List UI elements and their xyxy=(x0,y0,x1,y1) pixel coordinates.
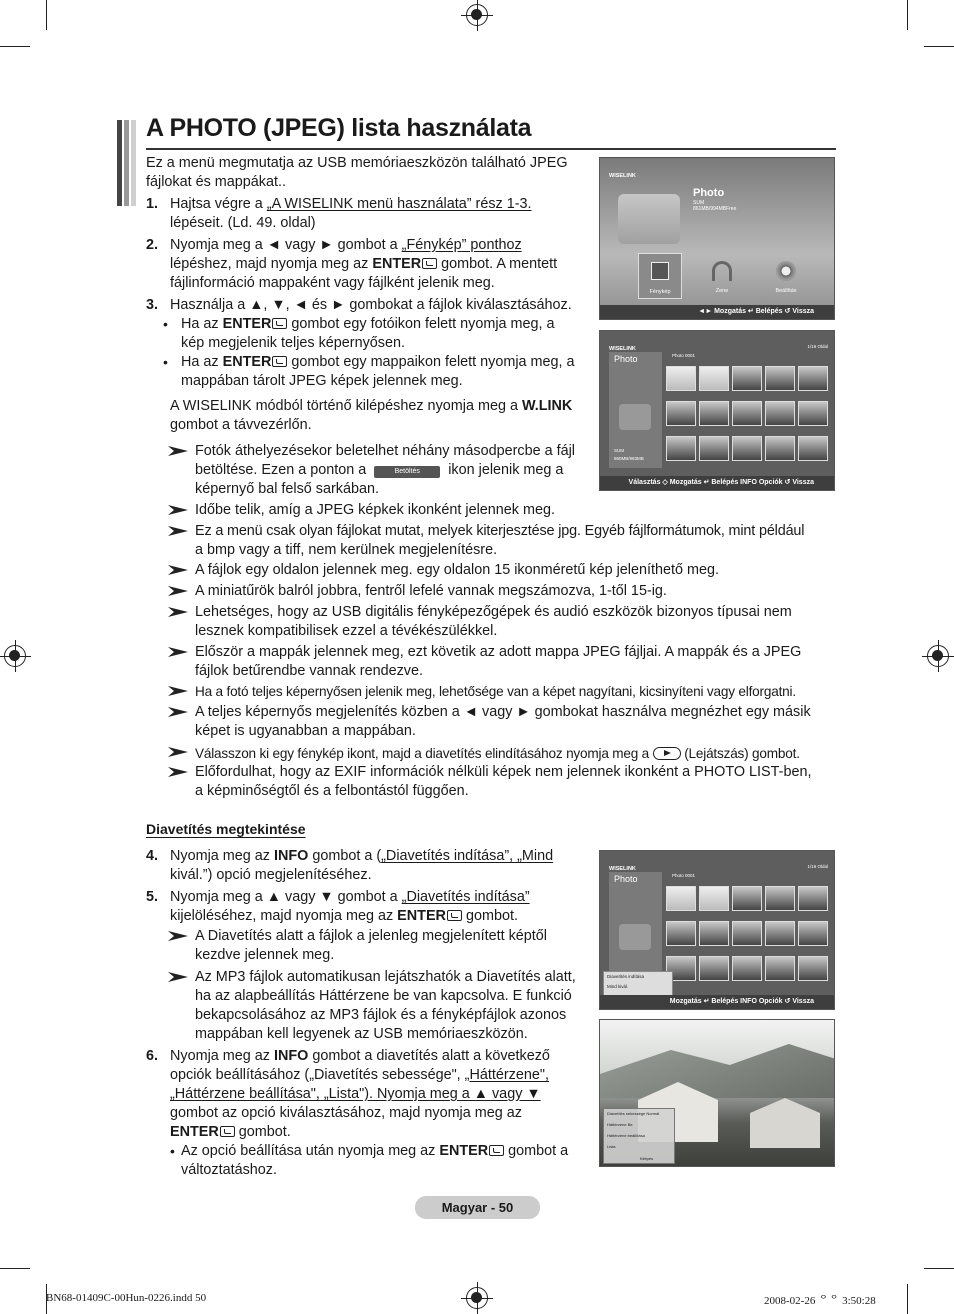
note-7: Először a mappák jelennek meg, ezt követik az adott mappa JPEG fájljai. A mappák és a JPEG xyxy=(195,644,802,660)
thumbnail[interactable] xyxy=(666,921,696,946)
crop-mark xyxy=(907,0,908,30)
info-menu xyxy=(603,1108,675,1164)
step-6-line4: gombot az opció kiválasztásához, majd nyomja meg az xyxy=(170,1105,522,1121)
thumbnail[interactable] xyxy=(699,921,729,946)
note-5-2-line4: mappában kell legyenek az USB memóriaeszközön. xyxy=(195,1026,528,1042)
note-10: Válasszon ki egy fénykép ikont, majd a diavetítés elindításához nyomja meg a (Lejátszás) gombot. xyxy=(195,746,800,761)
screenshot-wiselink-main xyxy=(599,157,835,320)
thumbnail[interactable] xyxy=(666,436,696,461)
note-arrow-icon xyxy=(168,647,188,657)
thumbnail[interactable] xyxy=(765,436,795,461)
step-4-line2: kivál.”) opció megjelenítéséhez. xyxy=(170,867,372,883)
thumbnail[interactable] xyxy=(732,436,762,461)
note-9: A teljes képernyős megjelenítés közben a ◄ vagy ► gombokat használva megnézhet egy másik xyxy=(195,704,811,720)
bullet-3-1-line2: kép megjelenik teljes képernyősen. xyxy=(181,335,405,351)
help-bar: Mozgatás ↵ Belépés INFO Opciók ↺ Vissza xyxy=(600,995,834,1009)
thumbnail[interactable] xyxy=(732,366,762,391)
thumbnail[interactable] xyxy=(765,956,795,981)
photo-icon xyxy=(651,262,669,280)
device-space: 861MB/994MBFree xyxy=(693,206,737,212)
enter-icon xyxy=(422,258,437,269)
note-2: Időbe telik, amíg a JPEG képkek ikonként jelennek meg. xyxy=(195,502,555,518)
crop-mark xyxy=(0,1268,30,1269)
note-arrow-icon xyxy=(168,505,188,515)
screenshot-photo-list xyxy=(599,330,835,491)
thumbnail[interactable] xyxy=(798,401,828,426)
crop-mark xyxy=(907,1284,908,1314)
current-folder: Photo 0001 xyxy=(672,873,696,878)
title-bar-light xyxy=(131,120,136,206)
registration-mark-icon xyxy=(466,1287,488,1309)
bullet-3-2: Ha az ENTER gombot egy mappaikon felett nyomja meg, a xyxy=(181,354,575,370)
step-6-line5: ENTER gombot. xyxy=(170,1124,291,1140)
thumbnail[interactable] xyxy=(699,436,729,461)
enter-icon xyxy=(447,910,462,921)
wiselink-logo: WISELINK xyxy=(609,346,636,352)
wiselink-logo: WISELINK xyxy=(609,173,636,179)
step-1-line2: lépéseit. (Ld. 49. oldal) xyxy=(170,215,316,231)
thumbnail[interactable] xyxy=(765,886,795,911)
photo-house-2 xyxy=(750,1098,820,1148)
section-heading: Diavetítés megtekintése xyxy=(146,821,306,837)
note-arrow-icon xyxy=(168,767,188,777)
thumbnail[interactable] xyxy=(765,366,795,391)
page-number-pill: Magyar - 50 xyxy=(415,1196,540,1219)
thumbnail[interactable] xyxy=(699,401,729,426)
intro-text: Ez a menü megmutatja az USB memóriaeszközön található JPEG fájlokat és mappákat.. xyxy=(146,155,568,191)
crop-mark xyxy=(924,1268,954,1269)
thumbnail[interactable] xyxy=(798,956,828,981)
bullet-dot: • xyxy=(163,354,168,370)
step-number: 3. xyxy=(146,297,159,313)
exit-text-line2: gombot a távvezérlőn. xyxy=(170,417,312,433)
step-5: Nyomja meg a ▲ vagy ▼ gombot a „Diavetítés indítása” xyxy=(170,889,530,905)
note-arrow-icon xyxy=(168,972,188,982)
thumbnail[interactable] xyxy=(732,921,762,946)
music-icon xyxy=(712,261,732,281)
thumbnail[interactable] xyxy=(699,366,729,391)
device-space: 860MB/993MB xyxy=(614,456,644,461)
thumbnail[interactable] xyxy=(798,366,828,391)
note-8: Ha a fotó teljes képernyősen jelenik meg, lehetősége van a képet nagyítani, kicsinyíteni vagy elforgatni. xyxy=(195,684,796,699)
tab-photo-label: Fénykép xyxy=(649,289,671,295)
note-1-line3: képernyő bal felső sarkában. xyxy=(195,481,379,497)
tab-photo[interactable] xyxy=(638,253,682,299)
help-bar: Választás ◇ Mozgatás ↵ Belépés INFO Opciók ↺ Vissza xyxy=(600,476,834,490)
step-3: Használja a ▲, ▼, ◄ és ► gombokat a fájlok kiválasztásához. xyxy=(170,297,572,313)
photo-placeholder-icon xyxy=(619,404,651,430)
note-9-line2: képet is ugyanabban a mappában. xyxy=(195,723,416,739)
step-number: 4. xyxy=(146,848,159,864)
title-bar-mid xyxy=(124,120,129,206)
crop-mark xyxy=(924,46,954,47)
registration-mark-icon xyxy=(4,645,26,667)
enter-icon xyxy=(220,1126,235,1137)
help-bar: ◄► Mozgatás ↵ Belépés ↺ Vissza xyxy=(600,305,834,319)
bullet-6: Az opció beállítása után nyomja meg az ENTER gombot a xyxy=(181,1143,569,1159)
camera-illustration xyxy=(618,194,680,244)
note-arrow-icon xyxy=(168,707,188,717)
step-4: Nyomja meg az INFO gombot a („Diavetítés indítása”, „Mind xyxy=(170,848,554,864)
thumbnail-grid xyxy=(666,886,831,986)
step-2-line3: fájlinformáció mappaként vagy fájlként jelenik meg. xyxy=(170,275,495,291)
note-4: A fájlok egy oldalon jelennek meg. egy oldalon 15 ikonméretű kép jeleníthető meg. xyxy=(195,562,720,578)
menu-list[interactable]: Lista xyxy=(607,1144,616,1149)
step-5-line2: kijelöléséhez, majd nyomja meg az ENTER gombot. xyxy=(170,908,518,924)
tab-settings-label[interactable]: Beállítás xyxy=(775,288,797,294)
thumbnail[interactable] xyxy=(732,401,762,426)
step-2: Nyomja meg a ◄ vagy ► gombot a „Fénykép” ponthoz xyxy=(170,237,522,253)
page-indicator: 1/16 Oldal xyxy=(807,864,828,869)
note-6-line2: lesznek kompatibilisek ezzel a tévékészülékkel. xyxy=(195,623,498,639)
thumbnail[interactable] xyxy=(732,956,762,981)
step-1: Hajtsa végre a „A WISELINK menü használata” rész 1-3. xyxy=(170,196,532,212)
step-number: 2. xyxy=(146,237,159,253)
note-7-line2: fájlok betűrendbe vannak rendezve. xyxy=(195,663,424,679)
note-3: Ez a menü csak olyan fájlokat mutat, melyek kiterjesztése jpg. Egyéb fájlformátumok, mint például xyxy=(195,523,805,539)
thumbnail[interactable] xyxy=(765,401,795,426)
footer-date: 2008-02-26 ᄋᄋ 3:50:28 xyxy=(764,1295,876,1307)
step-2-line2: lépéshez, majd nyomja meg az ENTER gombot. A mentett xyxy=(170,256,558,272)
thumbnail[interactable] xyxy=(798,436,828,461)
thumbnail[interactable] xyxy=(732,886,762,911)
bullet-3-1: Ha az ENTER gombot egy fotóikon felett nyomja meg, a xyxy=(181,316,555,332)
note-5-2-line3: bekapcsolásához az MP3 fájlok és a fényképfájlok azonos xyxy=(195,1007,567,1023)
thumbnail[interactable] xyxy=(666,401,696,426)
thumbnail[interactable] xyxy=(666,366,696,391)
device-name: SUM xyxy=(693,200,705,206)
menu-select-all[interactable]: Mind kivál. xyxy=(607,984,629,989)
note-arrow-icon xyxy=(168,931,188,941)
side-panel xyxy=(609,352,662,468)
note-arrow-icon xyxy=(168,526,188,536)
menu-music[interactable]: Háttérzene Be xyxy=(607,1122,633,1127)
photo-placeholder-icon xyxy=(619,924,651,950)
enter-icon xyxy=(489,1145,504,1156)
note-5-1: A Diavetítés alatt a fájlok a jelenleg megjelenített képtől xyxy=(195,928,547,944)
note-arrow-icon xyxy=(168,607,188,617)
note-11: Előfordulhat, hogy az EXIF információk nélküli képek nem jelennek ikonként a PHOTO LIST-ben, xyxy=(195,764,812,780)
wiselink-logo: WISELINK xyxy=(609,866,636,872)
thumbnail[interactable] xyxy=(666,886,696,911)
exit-text: A WISELINK módból történő kilépéshez nyomja meg a W.LINK xyxy=(170,398,573,414)
current-folder: Photo 0001 xyxy=(672,353,696,358)
note-1: Fotók áthelyezésekor beletelhet néhány másodpercbe a fájl xyxy=(195,443,575,459)
thumbnail[interactable] xyxy=(699,956,729,981)
note-1-line2: betöltése. Ezen a ponton a Betöltés ikon jelenik meg a xyxy=(195,462,564,478)
device-name: SUM xyxy=(614,448,624,453)
bullet-dot: • xyxy=(163,316,168,332)
menu-exit[interactable]: Kilépés xyxy=(640,1156,654,1161)
enter-icon xyxy=(272,318,287,329)
note-arrow-icon xyxy=(168,446,188,456)
note-arrow-icon xyxy=(168,686,188,696)
bullet-3-2-line2: mappában tárolt JPEG képek jelennek meg. xyxy=(181,373,463,389)
step-number: 1. xyxy=(146,196,159,212)
note-11-line2: a képminőségtől és a felbontástól függően. xyxy=(195,783,469,799)
note-5-2: Az MP3 fájlok automatikusan lejátszhatók a Diavetítés alatt, xyxy=(195,969,576,985)
step-6-line2: opciók beállításához („Diavetítés sebessége", „Háttérzene", xyxy=(170,1067,549,1083)
menu-music-settings[interactable]: Háttérzene beállítása xyxy=(607,1133,645,1138)
play-button-icon xyxy=(653,747,681,760)
note-arrow-icon xyxy=(168,565,188,575)
bullet-6-line2: változtatáshoz. xyxy=(181,1162,277,1178)
step-6-line3: „Háttérzene beállítása", „Lista"). Nyomja meg a ▲ vagy ▼ xyxy=(170,1086,541,1102)
thumbnail[interactable] xyxy=(699,886,729,911)
screen-heading: Photo xyxy=(614,354,638,364)
page-title: A PHOTO (JPEG) lista használata xyxy=(146,114,532,142)
note-5-2-line2: ha az alapbeállítás Háttérzene be van kapcsolva. E funkció xyxy=(195,988,572,1004)
registration-mark-icon xyxy=(466,4,488,26)
menu-speed[interactable]: Diavetítés sebessége Normál xyxy=(607,1111,660,1116)
step-number: 5. xyxy=(146,889,159,905)
step-6: Nyomja meg az INFO gombot a diavetítés alatt a következő xyxy=(170,1048,550,1064)
step-number: 6. xyxy=(146,1048,159,1064)
page-indicator: 1/16 Oldal xyxy=(807,344,828,349)
crop-mark xyxy=(0,46,30,47)
tab-music-label[interactable]: Zene xyxy=(715,288,729,294)
note-5: A miniatűrök balról jobbra, fentről lefelé vannak megszámozva, 1-től 15-ig. xyxy=(195,583,667,599)
settings-icon xyxy=(776,261,796,281)
screenshot-options-menu xyxy=(599,850,835,1010)
screen-heading: Photo xyxy=(614,874,638,884)
title-rule xyxy=(146,148,836,150)
thumbnail[interactable] xyxy=(798,921,828,946)
thumbnail-grid xyxy=(666,366,831,466)
bullet-dot: • xyxy=(170,1143,175,1159)
registration-mark-icon xyxy=(927,645,949,667)
loading-badge: Betöltés xyxy=(374,466,440,478)
menu-slideshow-start[interactable]: Diavetítés indítása xyxy=(607,974,645,979)
step-1-link: „A WISELINK menü használata” rész 1-3. xyxy=(266,196,532,212)
title-bar-dark xyxy=(117,120,122,206)
note-arrow-icon xyxy=(168,586,188,596)
thumbnail[interactable] xyxy=(798,886,828,911)
screenshot-fullscreen-photo xyxy=(599,1019,835,1167)
note-5-1-line2: kezdve jelennek meg. xyxy=(195,947,335,963)
note-arrow-icon xyxy=(168,747,188,757)
footer-file: BN68-01409C-00Hun-0226.indd 50 xyxy=(46,1292,207,1304)
thumbnail[interactable] xyxy=(765,921,795,946)
note-6: Lehetséges, hogy az USB digitális fényképezőgépek és audió eszközök bizonyos típusai nem xyxy=(195,604,792,620)
crop-mark xyxy=(46,0,47,30)
enter-icon xyxy=(272,356,287,367)
screen-heading: Photo xyxy=(693,187,725,199)
note-3-line2: a bmp vagy a tiff, nem kerülnek megjelenítésre. xyxy=(195,542,498,558)
